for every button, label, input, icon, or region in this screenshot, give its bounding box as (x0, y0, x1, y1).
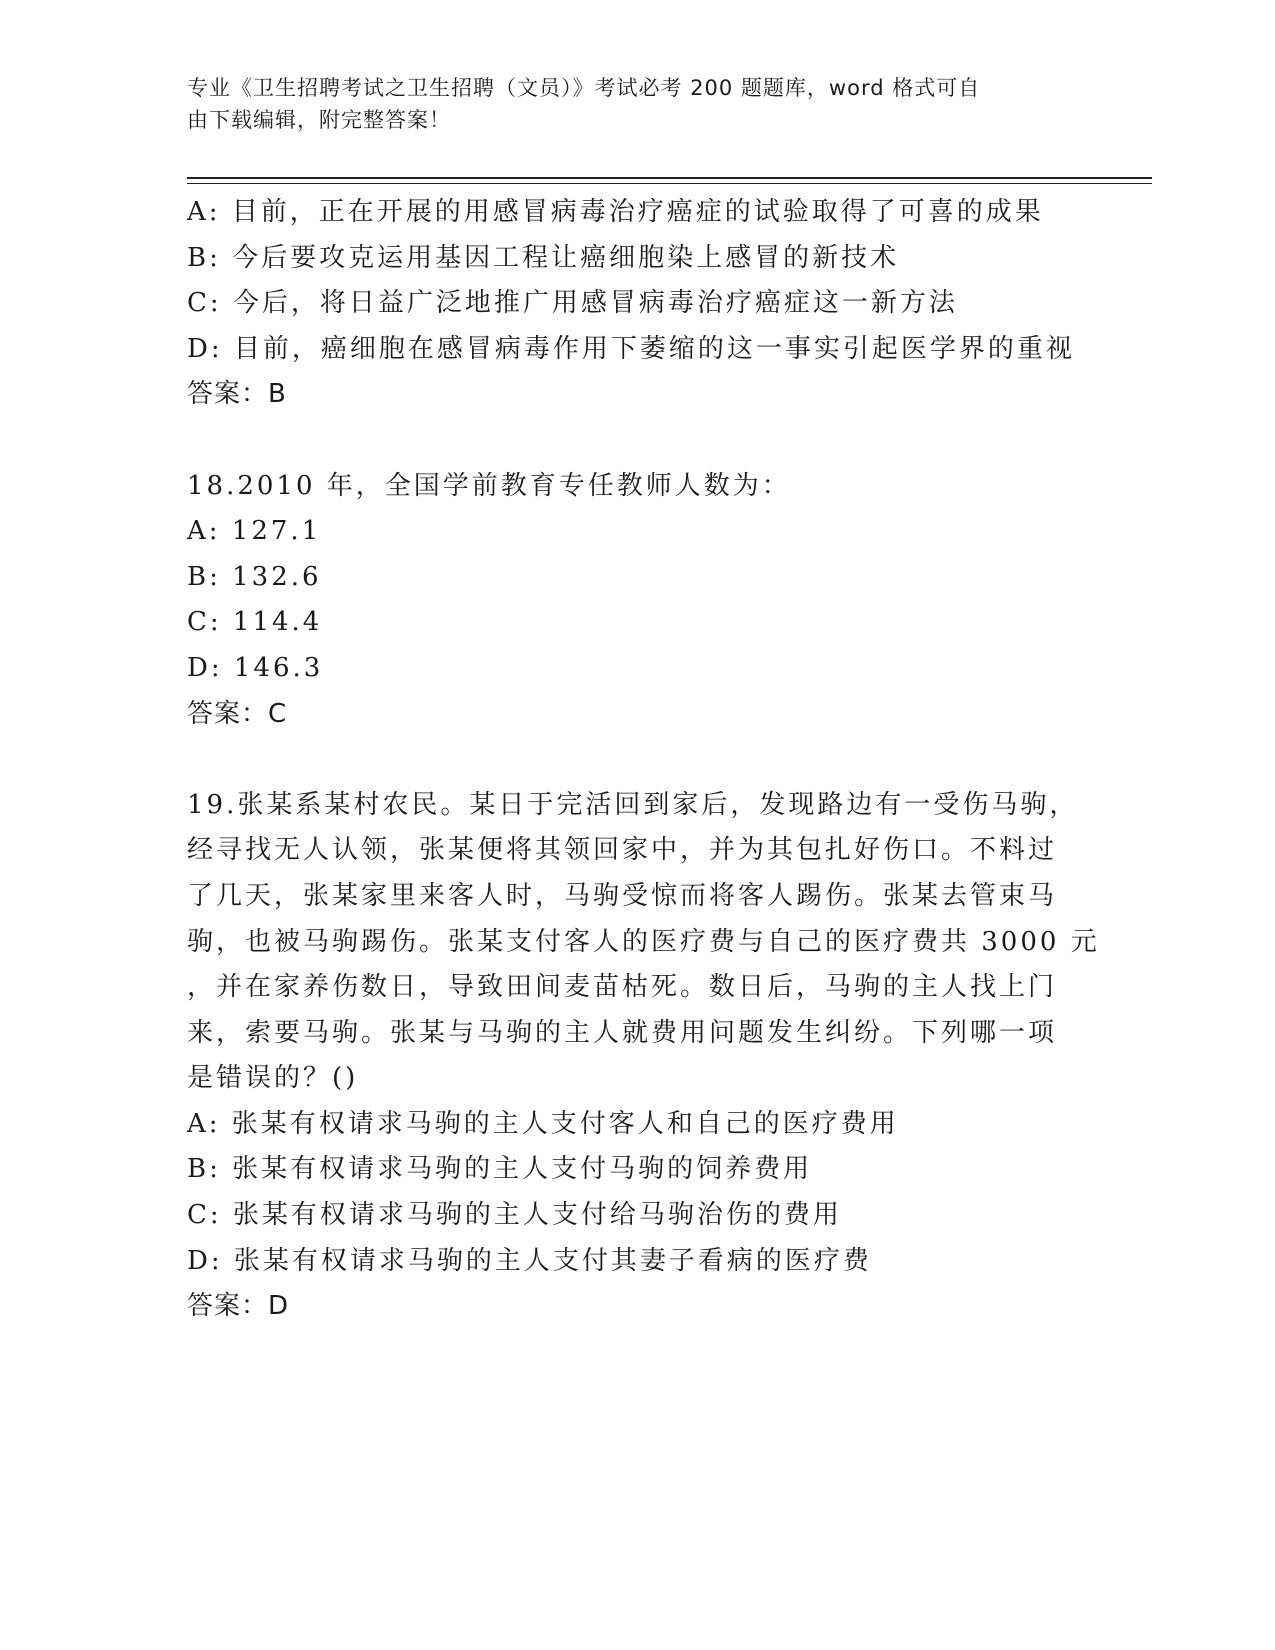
option-b: B: 张某有权请求马驹的主人支付马驹的饲养费用 (187, 1154, 813, 1185)
question-stem-line: 了几天，张某家里来客人时，马驹受惊而将客人踢伤。张某去管束马 (187, 880, 1058, 911)
header-divider-thin (187, 183, 1152, 184)
question-stem-line: ，并在家养伤数日，导致田间麦苗枯死。数日后，马驹的主人找上门 (187, 972, 1058, 1003)
document-header (187, 72, 1067, 136)
question-spacer (187, 418, 1087, 464)
answer-label: 答案：B (187, 379, 287, 410)
question-stem: 18.2010 年，全国学前教育专任教师人数为： (187, 470, 791, 501)
answer-label: 答案：D (187, 1291, 290, 1322)
option-a: A: 127.1 (187, 516, 322, 547)
header-line-1: 专业《卫生招聘考试之卫生招聘（文员）》考试必考 200 题题库，word 格式可自 (187, 76, 981, 100)
option-a: A: 张某有权请求马驹的主人支付客人和自己的医疗费用 (187, 1108, 899, 1139)
option-a: A: 目前，正在开展的用感冒病毒治疗癌症的试验取得了可喜的成果 (187, 197, 1044, 227)
question-18 (187, 464, 1087, 738)
question-17 (187, 190, 1087, 418)
answer-label: 答案：C (187, 698, 288, 729)
question-stem-line: 驹，也被马驹踢伤。张某支付客人的医疗费与自己的医疗费共 3000 元 (187, 926, 1100, 957)
option-d: D: 146.3 (187, 652, 324, 683)
option-c: C: 今后，将日益广泛地推广用感冒病毒治疗癌症这一新方法 (187, 288, 958, 319)
question-stem-line: 是错误的？() (187, 1063, 359, 1094)
header-divider-thick (187, 177, 1152, 179)
option-d: D: 张某有权请求马驹的主人支付其妻子看病的医疗费 (187, 1245, 872, 1276)
option-b: B: 132.6 (187, 561, 322, 592)
question-19 (187, 783, 1100, 1330)
question-stem-line: 19.张某系某村农民。某日于完活回到家后，发现路边有一受伤马驹， (187, 789, 1079, 820)
option-d: D: 目前，癌细胞在感冒病毒作用下萎缩的这一事实引起医学界的重视 (187, 333, 1075, 364)
option-c: C: 张某有权请求马驹的主人支付给马驹治伤的费用 (187, 1200, 842, 1231)
question-spacer (187, 737, 1087, 783)
header-line-2: 由下载编辑，附完整答案！ (187, 108, 451, 132)
question-stem-line: 经寻找无人认领，张某便将其领回家中，并为其包扎好伤口。不料过 (187, 835, 1058, 866)
question-stem-line: 来，索要马驹。张某与马驹的主人就费用问题发生纠纷。下列哪一项 (187, 1017, 1058, 1048)
option-c: C: 114.4 (187, 607, 323, 638)
option-b: B: 今后要攻克运用基因工程让癌细胞染上感冒的新技术 (187, 242, 900, 273)
question-list (187, 190, 1100, 1330)
